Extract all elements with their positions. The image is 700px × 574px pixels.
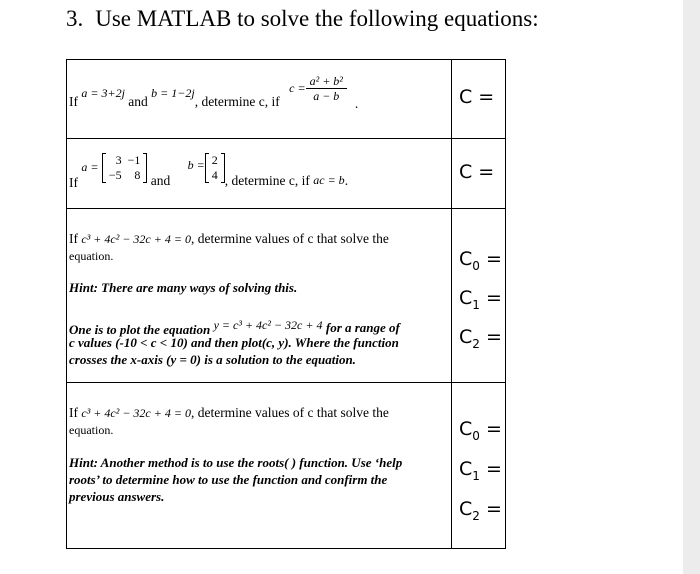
b-expression: b = 1−2j [151,85,195,100]
row-divider [67,382,505,383]
hint-line: One is to plot the equation [69,322,211,337]
right-edge-strip [683,0,700,574]
answer-c2-row-4 [459,498,502,523]
answer-label: $C_1$ = [459,458,502,483]
answer-c-row-1: C = [459,86,495,108]
c-numerator: a² + b² [306,74,347,89]
cubic-equation: c³ + 4c² − 32c + 4 = 0 [81,232,191,246]
a-matrix [102,153,148,183]
row-1-question [69,74,359,111]
question-line: , determine values of c that solve the [190,231,389,246]
c-lhs: c = [289,80,306,95]
answer-c0-row-4 [459,418,502,443]
answer-label: $C_0$ = [459,248,502,273]
roots-hint [69,454,402,505]
answer-c1-row-3 [459,287,502,312]
answer-c0-row-3 [459,248,502,273]
b-matrix [205,153,225,183]
row-3-question [69,230,389,265]
b-lhs: b = [187,158,205,173]
hint-line: crosses the x-axis (y = 0) is a solution to the equation. [69,352,356,367]
row-divider [67,138,505,139]
row-4-question [69,404,389,439]
matrix-cell: −5 [108,168,122,182]
matrix-cell: 2 [211,153,218,167]
if-label: If [69,405,78,420]
answer-label: $C_1$ = [459,287,502,312]
c-denominator: a − b [313,89,340,103]
if-label: If [69,175,78,191]
row-2-question [69,149,349,191]
hint-line: Hint: Another method is to use the roots( ) function. Use ‘help [69,455,403,470]
answer-label: $C_0$ = [459,418,502,443]
matrix-cell: 3 [115,153,122,167]
hint-line: for a range of [325,320,400,335]
y-expression: y = c³ + 4c² − 32c + 4 [213,318,323,332]
if-label: If [69,93,78,109]
question-line: equation. [69,249,114,263]
plot-instructions [69,316,400,368]
answer-c1-row-4 [459,458,502,483]
answer-c-row-2: C = [459,161,495,183]
and-label: and [128,93,148,109]
question-number: 3. [66,6,84,31]
matrix-cell: −1 [127,153,141,167]
and-label: and [150,173,171,189]
problem-table [66,59,506,549]
matrix-cell: 8 [134,168,141,182]
question-text: Use MATLAB to solve the following equations: [95,6,539,31]
a-lhs: a = [81,160,99,175]
answer-label: $C_2$ = [459,326,502,351]
question-line: equation. [69,423,114,437]
determine-text: , determine c, if [194,93,280,109]
answer-label: $C_2$ = [459,498,502,523]
condition-expression: ac = b [313,173,345,188]
period: . [354,95,359,111]
a-expression: a = 3+2j [81,85,125,100]
answer-c2-row-3 [459,326,502,351]
hint-line: previous answers. [69,489,165,504]
if-label: If [69,231,78,246]
determine-text: , determine c, if [224,173,310,189]
hint-line: roots’ to determine how to use the function and confirm the [69,472,388,487]
cubic-equation: c³ + 4c² − 32c + 4 = 0 [81,406,191,420]
period: . [344,173,349,189]
question-line: , determine values of c that solve the [190,405,389,420]
hint-line: c values (-10 < c < 10) and then plot(c, y). Where the function [69,335,399,350]
row-divider [67,208,505,209]
question-heading [66,6,539,32]
hint-text: Hint: There are many ways of solving this. [69,280,298,295]
column-divider [451,60,452,548]
matrix-cell: 4 [211,168,218,182]
c-fraction [306,74,347,103]
